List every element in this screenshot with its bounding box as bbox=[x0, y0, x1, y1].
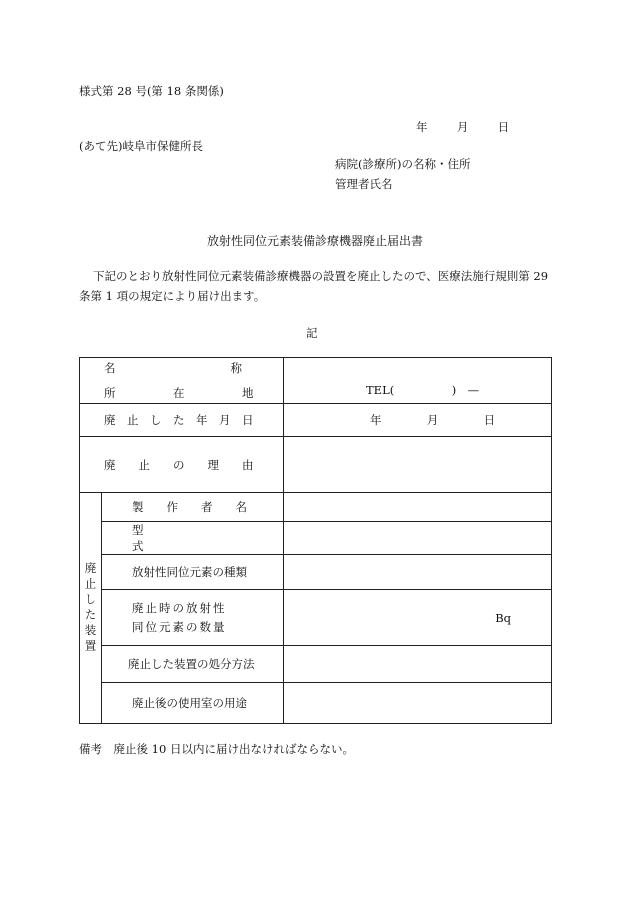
tel-label: TEL( ) — bbox=[366, 383, 480, 397]
row-isotope-type bbox=[80, 555, 552, 590]
row-model bbox=[80, 522, 552, 555]
ki-heading: 記 bbox=[306, 326, 318, 340]
remarks-note: 備考 廃止後 10 日以内に届け出なければならない。 bbox=[79, 742, 354, 756]
abolished-date-month: 月 bbox=[426, 413, 439, 427]
date-line bbox=[416, 119, 509, 135]
isotope-amount-label-cell bbox=[102, 590, 284, 646]
details-table bbox=[79, 357, 552, 724]
date-year: 年 bbox=[416, 120, 428, 134]
abolished-date-value-cell bbox=[284, 404, 552, 437]
date-day: 日 bbox=[497, 120, 510, 134]
form-number: 様式第 28 号(第 18 条関係) bbox=[79, 84, 224, 98]
device-group-label: 廃止した装置 bbox=[83, 561, 98, 655]
room-use-value-cell bbox=[284, 683, 552, 724]
name-location-value-cell bbox=[284, 358, 552, 404]
row-abolished-date bbox=[80, 404, 552, 437]
model-value-cell bbox=[284, 522, 552, 555]
isotope-amount-label-line1: 廃止時の放射性 bbox=[132, 601, 227, 615]
manager-name-label: 管理者氏名 bbox=[335, 177, 393, 191]
hospital-name-address-label: 病院(診療所)の名称・住所 bbox=[335, 157, 471, 171]
addressee: (あて先)岐阜市保健所長 bbox=[79, 139, 203, 153]
name-label: 名 称 bbox=[104, 361, 242, 375]
abolished-date-year: 年 bbox=[370, 413, 382, 427]
isotope-amount-label-line2: 同位元素の数量 bbox=[132, 620, 227, 634]
isotope-type-label: 放射性同位元素の種類 bbox=[102, 555, 284, 590]
abolished-date-day: 日 bbox=[483, 413, 496, 427]
location-label: 所 在 地 bbox=[104, 386, 254, 400]
room-use-label: 廃止後の使用室の用途 bbox=[102, 683, 284, 724]
row-room-use bbox=[80, 683, 552, 724]
reason-value-cell bbox=[284, 437, 552, 493]
manufacturer-value-cell bbox=[284, 493, 552, 522]
row-name-location bbox=[80, 358, 552, 404]
row-reason bbox=[80, 437, 552, 493]
name-location-label-cell bbox=[80, 358, 284, 404]
reason-label: 廃 止 の 理 由 bbox=[80, 437, 284, 493]
manufacturer-label: 製 作 者 名 bbox=[102, 493, 284, 522]
disposal-label: 廃止した装置の処分方法 bbox=[102, 646, 284, 683]
document-title: 放射性同位元素装備診療機器廃止届出書 bbox=[207, 234, 424, 248]
body-text-line2: 条第 1 項の規定により届け出ます。 bbox=[79, 289, 266, 303]
body-text-line1: 下記のとおり放射性同位元素装備診療機器の設置を廃止したので、医療法施行規則第 29 bbox=[93, 269, 549, 283]
isotope-type-value-cell bbox=[284, 555, 552, 590]
device-group-cell bbox=[80, 493, 102, 724]
row-isotope-amount bbox=[80, 590, 552, 646]
row-disposal bbox=[80, 646, 552, 683]
date-month: 月 bbox=[456, 120, 469, 134]
disposal-value-cell bbox=[284, 646, 552, 683]
bq-unit: Bq bbox=[495, 610, 511, 625]
row-manufacturer bbox=[80, 493, 552, 522]
isotope-amount-value-cell bbox=[284, 590, 552, 646]
abolished-date-label: 廃 止 し た 年 月 日 bbox=[80, 404, 284, 437]
model-label: 型 式 bbox=[102, 522, 284, 555]
